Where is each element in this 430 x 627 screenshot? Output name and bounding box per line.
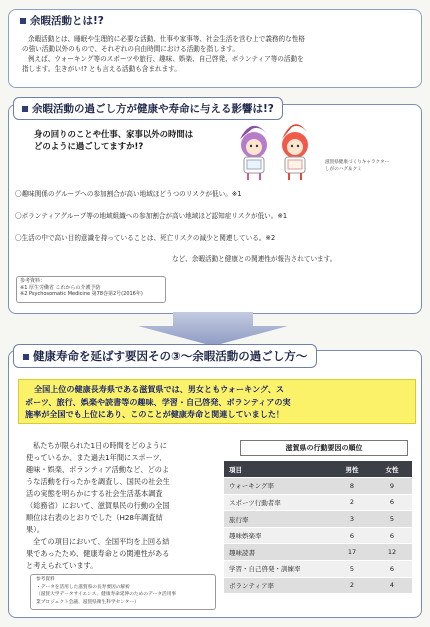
female-rank: 9 — [372, 478, 412, 495]
row-label: スポーツ行動者率 — [224, 494, 332, 511]
table-row — [224, 494, 412, 511]
table-caption: 滋賀県の行動要因の順位 — [240, 440, 408, 456]
section2-title: 余暇活動の過ごし方が健康や寿命に与える影響は!? — [13, 97, 283, 120]
question-text — [34, 128, 193, 152]
section1-text — [22, 34, 418, 74]
table-row — [224, 527, 412, 544]
male-rank: 2 — [332, 494, 372, 511]
body-line: 私たちが限られた1日の時間をどのように — [33, 441, 167, 450]
header-male: 男性 — [332, 461, 372, 478]
female-rank: 12 — [372, 544, 412, 561]
header-item: 項目 — [224, 461, 332, 478]
body-line: と考えられています。 — [26, 561, 98, 570]
body-line: うな活動を行ったかを調査し、国民の社会生 — [26, 477, 170, 486]
male-rank: 17 — [332, 544, 372, 561]
female-rank: 6 — [372, 561, 412, 578]
s1-line: 例えば、ウォーキング等のスポーツや旅行、趣味、娯楽、自己啓発、ボランティア等の活動を — [28, 55, 304, 63]
s1-line: 指します。生きがい!? とも言える活動も含まれます。 — [22, 65, 181, 73]
header-female: 女性 — [372, 461, 412, 478]
question-line: どのように過ごしてますか!? — [34, 141, 144, 151]
s1-line: の強い活動以外のもので、それぞれの自由時間における活動を指します。 — [22, 45, 239, 53]
mascot-caption-line: しがのハグ＆クミ — [325, 166, 362, 172]
row-label: 趣味読書 — [224, 544, 332, 561]
section3-title: 健康寿命を延ばす要因その③～余暇活動の過ごし方～ — [13, 344, 317, 368]
body-line: 果）。 — [26, 525, 44, 534]
male-rank: 3 — [332, 511, 372, 528]
row-label: 学習・自己啓発・訓練率 — [224, 561, 332, 578]
female-rank: 6 — [372, 527, 412, 544]
table-row — [224, 478, 412, 495]
table-row — [224, 561, 412, 578]
reference-line: 業プロジェクト会議、滋賀県衛生科学センター） — [36, 599, 139, 605]
finding-1: 〇趣味関係のグループへの参加割合が高い地域ほどうつのリスクが低い。※1 — [15, 190, 242, 198]
body-line: 趣味・娯楽、ボランティア活動など、どのよ — [26, 465, 170, 474]
male-rank: 2 — [332, 577, 372, 594]
reference-line: 参考資料 — [36, 577, 55, 582]
female-rank: 4 — [372, 577, 412, 594]
section3-body — [26, 440, 221, 572]
reference-line: 参考資料： — [20, 278, 46, 284]
female-rank: 5 — [372, 511, 412, 528]
section1-title: 余暇活動とは!? — [20, 13, 104, 28]
reference-line: ・データを活用した滋賀県の長寿要因の解析 — [36, 584, 130, 590]
male-rank: 5 — [332, 561, 372, 578]
body-line: （総務省）において、滋賀県民の行動の全国 — [26, 501, 170, 510]
finding-2: 〇ボランティアグループ等の地域組織への参加割合が高い地域ほど認知症リスクが低い。※1 — [15, 212, 288, 220]
s1-line: 余暇活動とは、睡眠や生理的に必要な活動、仕事や家事等、社会生活を営む上で義務的な性格 — [28, 35, 305, 43]
mascot-caption-line: 滋賀県健康づくりキャラクター — [325, 160, 390, 165]
behavior-rank-table — [224, 461, 412, 594]
table-header-row — [224, 461, 412, 478]
finding-3: 〇生活の中で高い目的意識を持っていることは、死亡リスクの減少と関連している。※2 — [15, 234, 276, 242]
row-label: 趣味娯楽率 — [224, 527, 332, 544]
body-line: 使っているか、また過去1年間にスポーツ、 — [26, 453, 167, 462]
down-arrow-icon — [138, 312, 288, 346]
banner-line: 全国上位の健康長寿県である滋賀県では、男女ともウォーキング、ス — [34, 384, 285, 394]
section3-references — [36, 576, 176, 606]
body-line: 果であったため、健康寿命との関連性がある — [26, 549, 170, 558]
banner-line: ポーツ、旅行、娯楽や読書等の趣味、学習・自己啓発、ボランティアの実 — [25, 396, 291, 407]
male-rank: 8 — [332, 478, 372, 495]
row-label: ボランティア率 — [224, 577, 332, 594]
table-row — [224, 577, 412, 594]
reference-line: （滋賀大学データサイエンス、健康寿命延伸のためのデータ活用事 — [36, 592, 177, 597]
reference-line: ※1 厚生労働省 これからの介護予防 — [20, 284, 101, 291]
mascot-illustration — [230, 117, 322, 183]
question-line: 身の回りのことや仕事、家事以外の時間は — [34, 129, 194, 139]
row-label: ウォーキング率 — [224, 478, 332, 495]
square-bullet-icon — [20, 18, 26, 24]
conclusion-text: など、余暇活動と健康との関連性が報告されています。 — [172, 255, 337, 263]
body-line: 順位は右表のとおりでした（H28年調査結 — [26, 513, 163, 522]
square-bullet-icon — [22, 106, 28, 112]
key-finding-banner — [18, 379, 416, 424]
mascot-caption — [325, 160, 389, 173]
table-row — [224, 544, 412, 561]
square-bullet-icon — [23, 354, 29, 360]
table-row — [224, 511, 412, 528]
body-line: 活の実態を明らかにする社会生活基本調査 — [26, 489, 163, 498]
banner-line: 施率が全国でも上位にあり、このことが健康寿命と関連していました！ — [25, 409, 285, 419]
section2-references — [20, 278, 143, 298]
body-line: 全ての項目において、全国平均を上回る結 — [33, 537, 170, 546]
female-rank: 6 — [372, 494, 412, 511]
male-rank: 6 — [332, 527, 372, 544]
row-label: 旅行率 — [224, 511, 332, 528]
reference-line: ※2 Psychosomatic Medicine 第78巻第2号(2016年) — [20, 291, 143, 297]
